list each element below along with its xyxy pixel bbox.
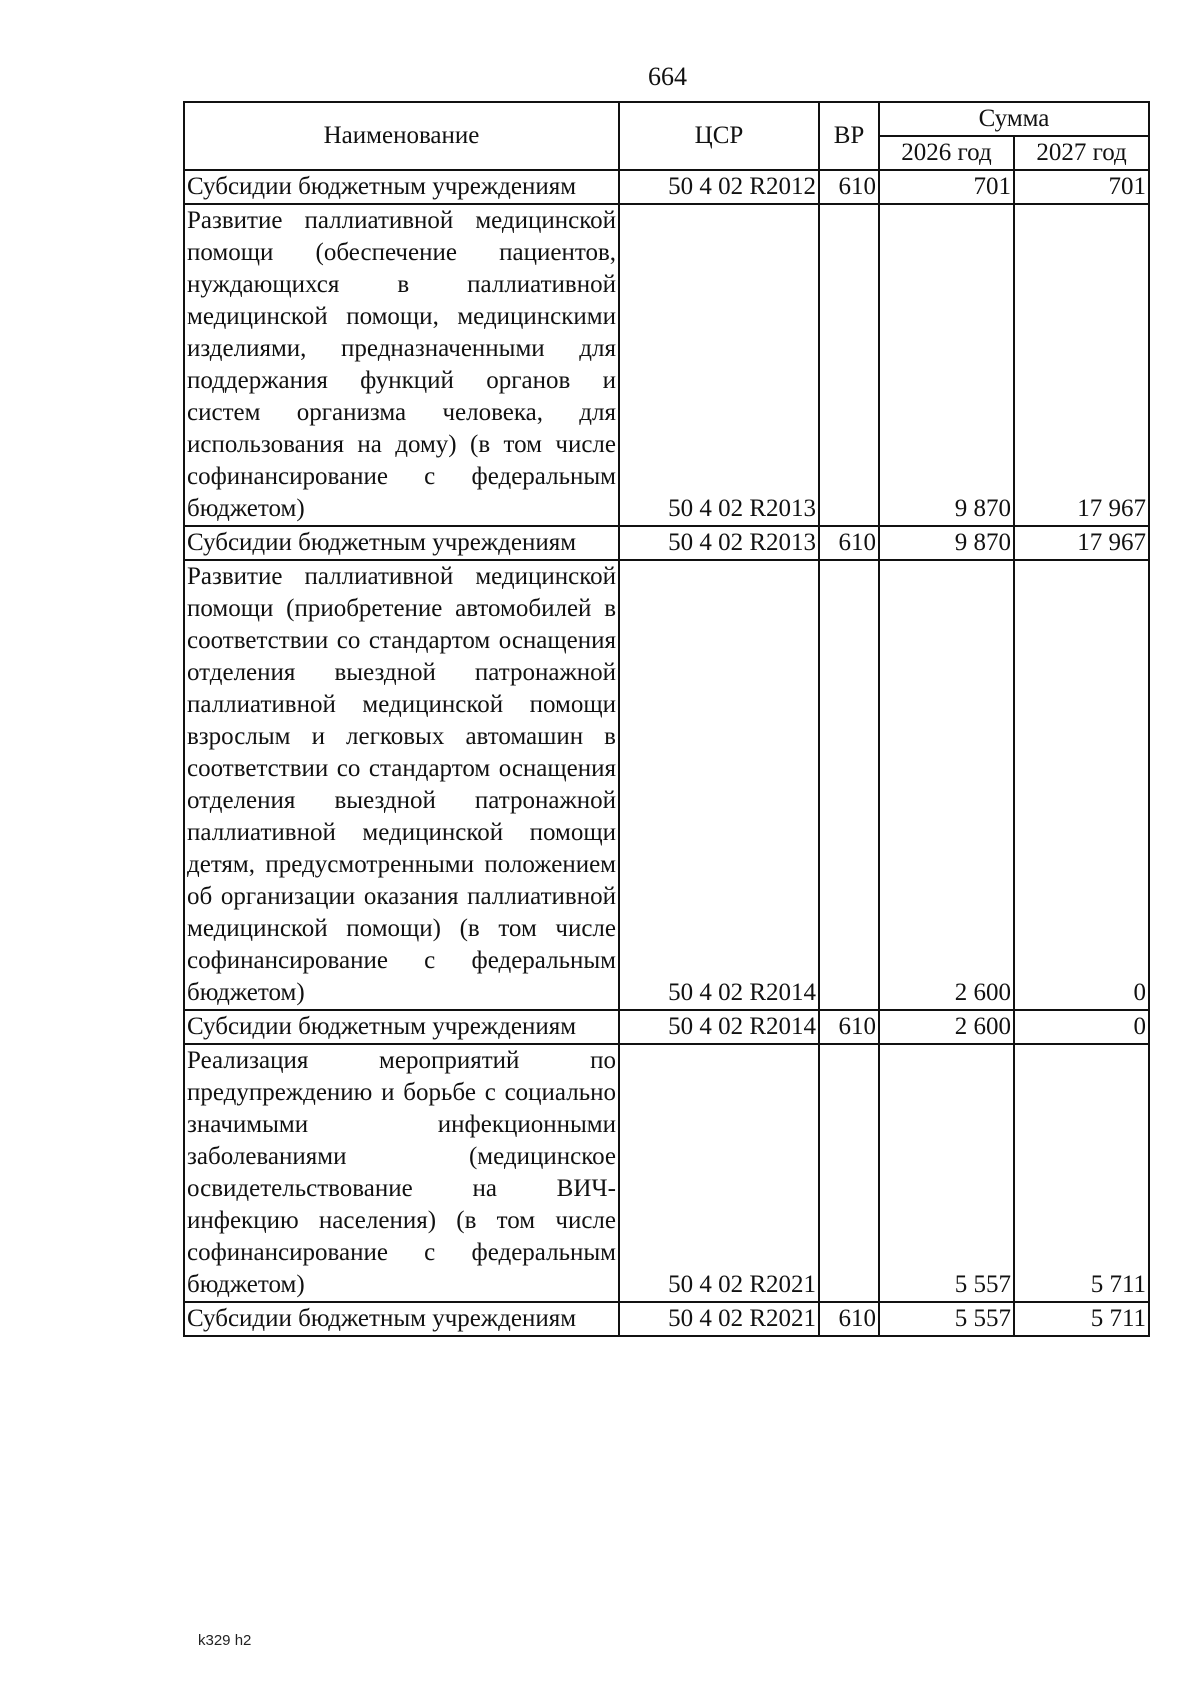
cell-vr: 610: [819, 526, 879, 560]
table-body: [184, 170, 1149, 1336]
cell-csr: 50 4 02 R2012: [619, 170, 819, 204]
cell-2026: 5 557: [879, 1302, 1014, 1336]
cell-csr: 50 4 02 R2021: [619, 1044, 819, 1302]
cell-2026: 9 870: [879, 526, 1014, 560]
cell-2027: 5 711: [1014, 1302, 1149, 1336]
cell-name: Реализация мероприятий по предупреждению и борьбе с социально значимыми инфекционными заболеваниями (медицинское освидетельствование на ВИЧ-инфекцию населения) (в том числе софинансирование с федеральным бюджетом): [184, 1044, 619, 1302]
cell-vr: [819, 204, 879, 526]
cell-vr: [819, 560, 879, 1010]
column-header-2026: 2026 год: [879, 136, 1014, 170]
column-header-csr: ЦСР: [619, 102, 819, 170]
cell-vr: 610: [819, 1010, 879, 1044]
cell-vr: [819, 1044, 879, 1302]
table-row: [184, 1044, 1149, 1302]
column-header-name: Наименование: [184, 102, 619, 170]
cell-name: Субсидии бюджетным учреждениям: [184, 170, 619, 204]
cell-2026: 2 600: [879, 560, 1014, 1010]
table-header: [184, 102, 1149, 170]
cell-2026: 9 870: [879, 204, 1014, 526]
cell-name: Субсидии бюджетным учреждениям: [184, 526, 619, 560]
cell-name: Развитие паллиативной медицинской помощи (обеспечение пациентов, нуждающихся в паллиативной медицинской помощи, медицинскими изделиями, предназначенными для поддержания функций органов и систем организма человека, для использования на дому) (в том числе софинансирование с федеральным бюджетом): [184, 204, 619, 526]
cell-name: Субсидии бюджетным учреждениям: [184, 1010, 619, 1044]
table-row: [184, 170, 1149, 204]
cell-name: Субсидии бюджетным учреждениям: [184, 1302, 619, 1336]
cell-name: Развитие паллиативной медицинской помощи (приобретение автомобилей в соответствии со стандартом оснащения отделения выездной патронажной паллиативной медицинской помощи взрослым и легковых автомашин в соответствии со стандартом оснащения отделения выездной патронажной паллиативной медицинской помощи детям, предусмотренными положением об организации оказания паллиативной медицинской помощи) (в том числе софинансирование с федеральным бюджетом): [184, 560, 619, 1010]
page-number: 664: [648, 62, 687, 91]
table-row: [184, 1010, 1149, 1044]
cell-csr: 50 4 02 R2014: [619, 1010, 819, 1044]
table-row: [184, 560, 1149, 1010]
cell-2027: 17 967: [1014, 526, 1149, 560]
column-header-2027: 2027 год: [1014, 136, 1149, 170]
column-header-sum: Сумма: [879, 102, 1149, 136]
cell-2027: 5 711: [1014, 1044, 1149, 1302]
cell-vr: 610: [819, 170, 879, 204]
column-header-vr: ВР: [819, 102, 879, 170]
cell-vr: 610: [819, 1302, 879, 1336]
cell-csr: 50 4 02 R2021: [619, 1302, 819, 1336]
table-row: [184, 526, 1149, 560]
cell-2027: 17 967: [1014, 204, 1149, 526]
budget-table: [183, 101, 1150, 1337]
cell-2027: 0: [1014, 560, 1149, 1010]
cell-csr: 50 4 02 R2014: [619, 560, 819, 1010]
cell-2026: 5 557: [879, 1044, 1014, 1302]
cell-csr: 50 4 02 R2013: [619, 204, 819, 526]
cell-2027: 701: [1014, 170, 1149, 204]
cell-csr: 50 4 02 R2013: [619, 526, 819, 560]
cell-2026: 2 600: [879, 1010, 1014, 1044]
table-row: [184, 1302, 1149, 1336]
cell-2027: 0: [1014, 1010, 1149, 1044]
footer-code: k329 h2: [198, 1632, 252, 1649]
table-row: [184, 204, 1149, 526]
cell-2026: 701: [879, 170, 1014, 204]
